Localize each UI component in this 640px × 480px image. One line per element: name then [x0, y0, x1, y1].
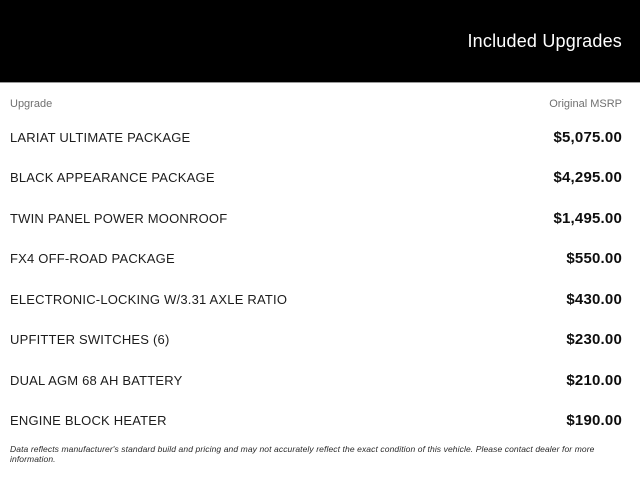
upgrade-name: FX4 OFF-ROAD PACKAGE — [10, 251, 175, 267]
upgrade-price: $1,495.00 — [553, 209, 622, 227]
upgrade-name: ENGINE BLOCK HEATER — [10, 413, 167, 429]
upgrade-name: DUAL AGM 68 AH BATTERY — [10, 372, 183, 388]
upgrade-name: BLACK APPEARANCE PACKAGE — [10, 170, 215, 186]
table-column-headers — [10, 91, 622, 117]
upgrade-price: $5,075.00 — [553, 128, 622, 146]
included-upgrades-header — [0, 0, 640, 83]
upgrades-table — [0, 83, 640, 464]
upgrade-price: $210.00 — [566, 371, 622, 389]
upgrade-price: $230.00 — [566, 331, 622, 349]
upgrade-name: TWIN PANEL POWER MOONROOF — [10, 210, 228, 226]
table-row — [10, 401, 622, 442]
table-row — [10, 360, 622, 401]
upgrade-price: $4,295.00 — [553, 169, 622, 187]
table-row — [10, 320, 622, 361]
upgrade-name: ELECTRONIC-LOCKING W/3.31 AXLE RATIO — [10, 291, 288, 307]
page-title: Included Upgrades — [467, 30, 622, 51]
disclaimer-text: Data reflects manufacturer's standard build and pricing and may not accurately reflect the exact condition of this vehicle. Please contact dealer for more information. — [10, 444, 595, 464]
table-row — [10, 198, 622, 239]
upgrade-price: $550.00 — [566, 250, 622, 268]
column-header-upgrade: Upgrade — [10, 98, 53, 110]
upgrade-name: UPFITTER SWITCHES (6) — [10, 332, 170, 348]
upgrade-price: $430.00 — [566, 290, 622, 308]
table-row — [10, 279, 622, 320]
upgrade-name: LARIAT ULTIMATE PACKAGE — [10, 129, 191, 145]
column-header-original-msrp: Original MSRP — [549, 98, 622, 110]
table-row — [10, 239, 622, 280]
upgrade-price: $190.00 — [566, 412, 622, 430]
table-row — [10, 117, 622, 158]
table-row — [10, 158, 622, 199]
